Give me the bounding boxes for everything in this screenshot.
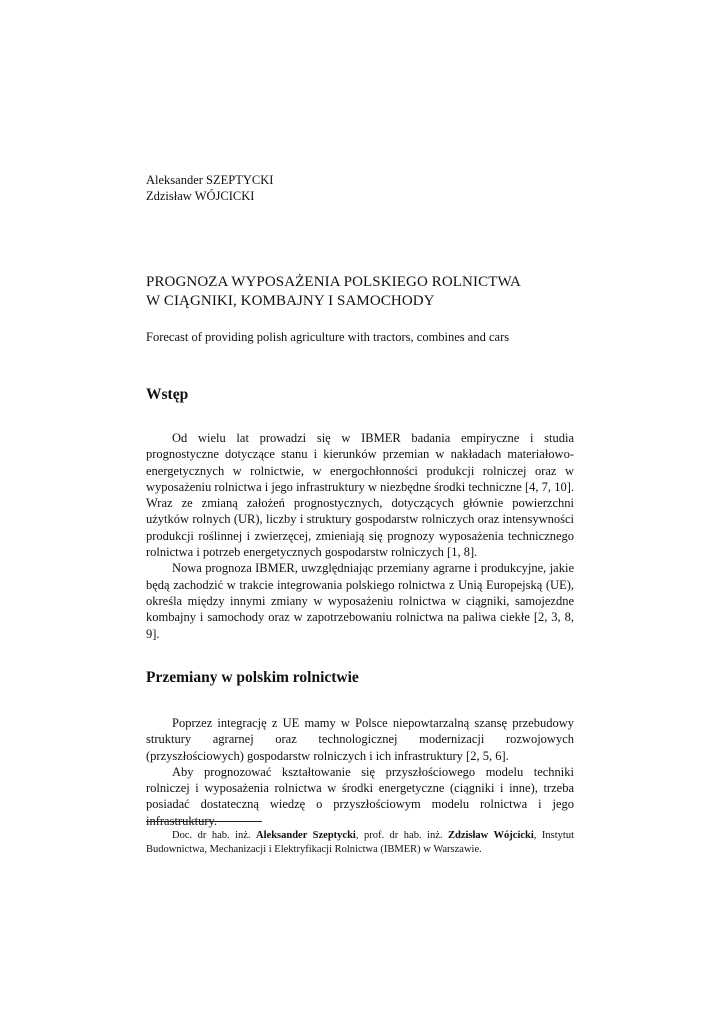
footnote-prefix: Doc. dr hab. inż.	[172, 830, 257, 841]
english-subtitle: Forecast of providing polish agriculture with tractors, combines and cars	[146, 330, 510, 344]
title-line: PROGNOZA WYPOSAŻENIA POLSKIEGO ROLNICTWA	[146, 274, 521, 290]
paragraph: Poprzez integrację z UE mamy w Polsce niepowtarzalną szansę przebudowy struktury agrarnej oraz technologicznej modernizacji rozwojowych (przyszłościowych) gospodarstw rolniczych i ich infrastruktury [2, 5, 6].	[146, 716, 574, 763]
footnote-middle: , prof. dr hab. inż.	[355, 830, 448, 841]
paper-title	[146, 273, 521, 311]
footnote-divider	[146, 821, 262, 822]
author-name: Zdzisław WÓJCICKI	[146, 189, 255, 203]
paragraph: Aby prognozować kształtowanie się przyszłościowego modelu techniki rolniczej i wyposażenia rolnictwa w środki energetyczne (ciągniki i inne), trzeba posiadać dostateczną wiedzę o przyszłościowym modelu rolnictwa i jego infrastruktury.	[146, 764, 574, 828]
paragraph: Od wielu lat prowadzi się w IBMER badania empiryczne i studia prognostyczne dotyczące stanu i kierunków przemian w nakładach materiałowo-energetycznych w rolnictwie, w energochłonności produkcji rolniczej oraz w wyposażeniu rolnictwa i jego infrastruktury w niezbędne środki techniczne [4, 7, 10]. Wraz ze zmianą założeń prognostycznych, dotyczących głównie powierzchni użytków rolnych (UR), liczby i struktury gospodarstw rolniczych oraz intensywności produkcji roślinnej i zwierzęcej, zmieniają się prognozy wyposażenia technicznego rolnictwa i potrzeb energetycznych gospodarstw rolniczych [1, 8].	[146, 431, 574, 560]
section-body-changes	[146, 715, 574, 829]
footnote	[146, 829, 574, 856]
footnote-author: Zdzisław Wójcicki	[448, 830, 534, 841]
author-name: Aleksander SZEPTYCKI	[146, 173, 274, 187]
section-body-introduction	[146, 430, 574, 642]
paragraph: Nowa prognoza IBMER, uwzględniając przemiany agrarne i produkcyjne, jakie będą zachodzić w trakcie integrowania polskiego rolnictwa z Unią Europejską (UE), określa między innymi zmiany w wyposażeniu rolnictwa w ciągniki, samojezdne kombajny i samochody oraz w zapotrzebowaniu rolnictwa na paliwa ciekłe [2, 3, 8, 9].	[146, 561, 574, 641]
footnote-text	[146, 829, 574, 856]
footnote-author: Aleksander Szeptycki	[256, 830, 356, 841]
section-heading-changes: Przemiany w polskim rolnictwie	[146, 669, 359, 686]
title-line: W CIĄGNIKI, KOMBAJNY I SAMOCHODY	[146, 293, 435, 309]
author-list	[146, 172, 273, 204]
section-heading-introduction: Wstęp	[146, 386, 189, 403]
footnote-suffix: , Instytut Budownictwa, Mechanizacji i Elektryfikacji Rolnictwa (IBMER) w Warszawie.	[146, 830, 574, 855]
